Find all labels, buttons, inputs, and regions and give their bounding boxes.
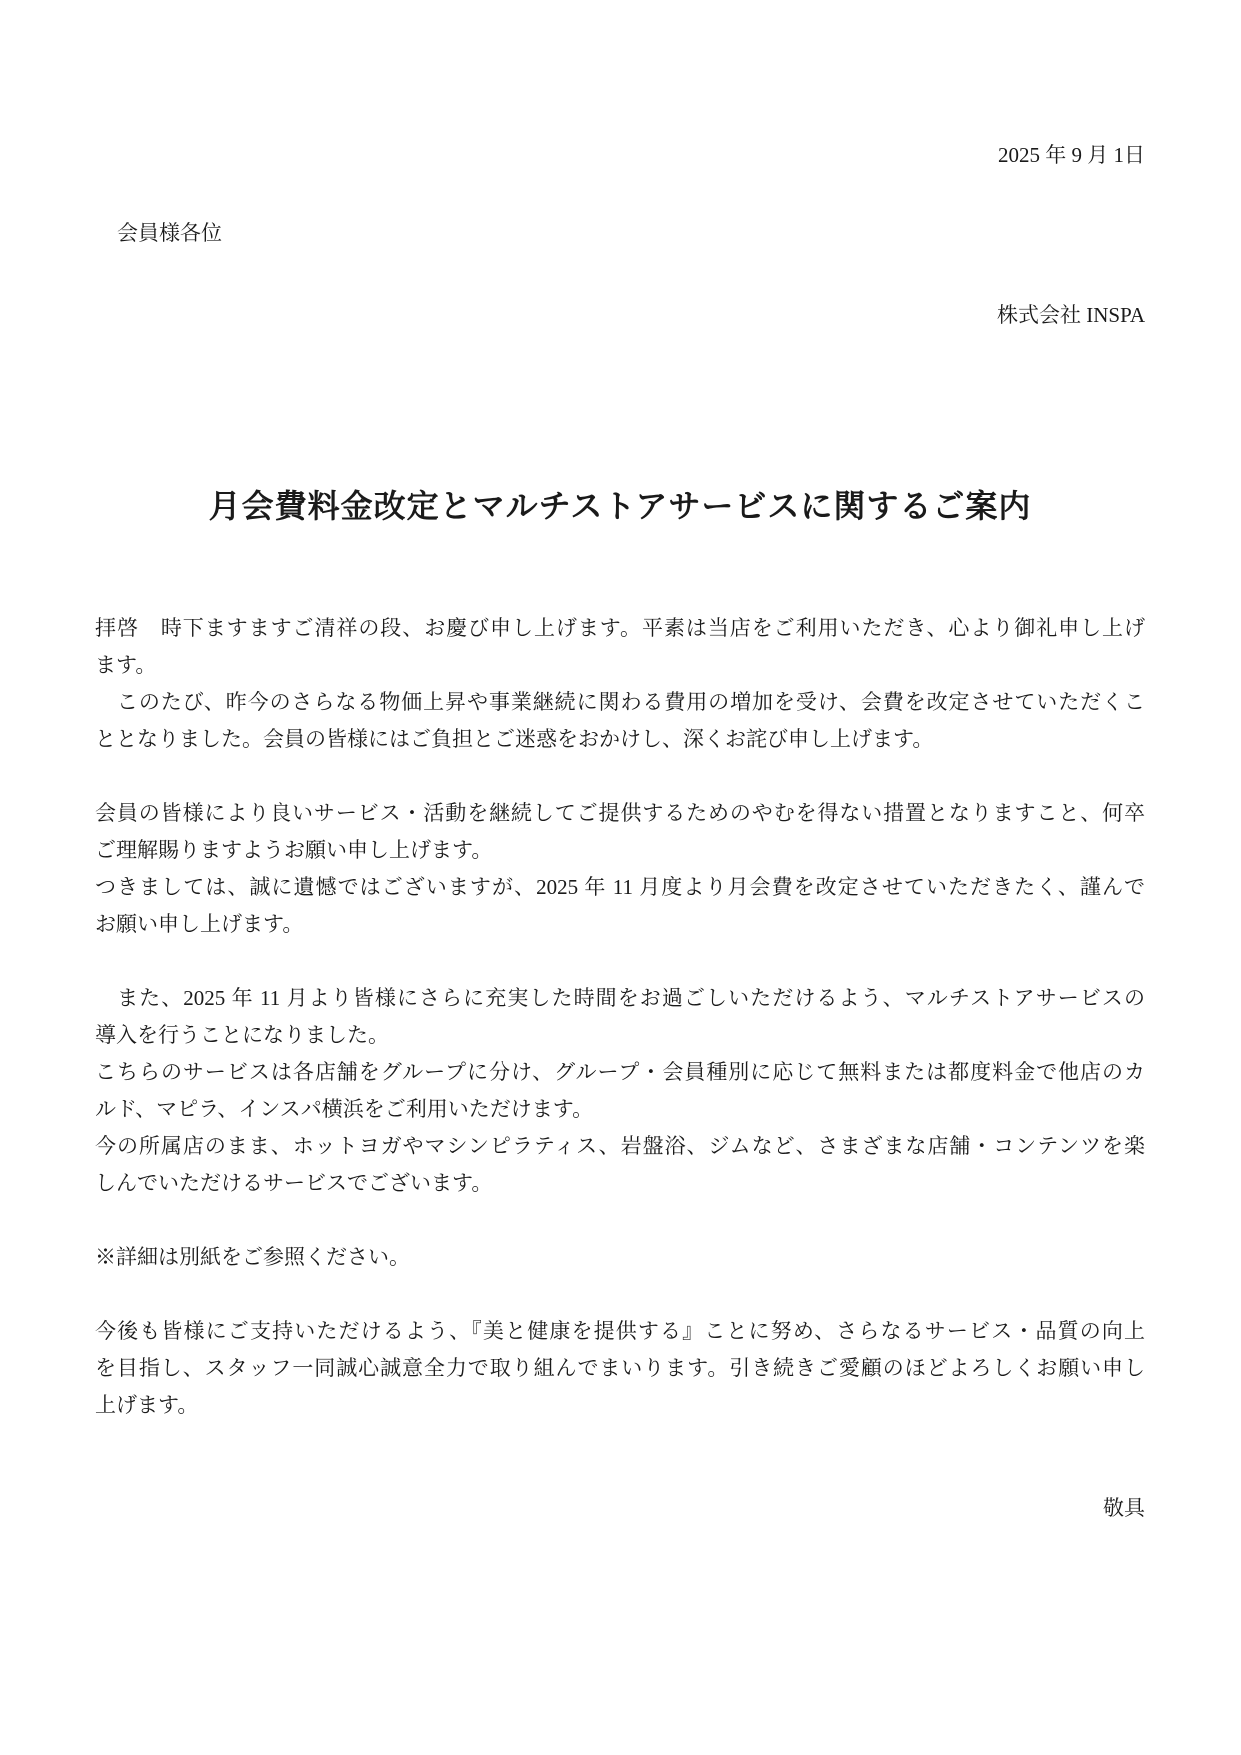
body-line: 上げます。: [95, 1393, 199, 1417]
body-text: [95, 610, 1145, 1424]
body-line: ととなりました。会員の皆様にはご負担とご迷惑をおかけし、深くお詫び申し上げます。: [95, 727, 934, 751]
recipient: 会員様各位: [117, 221, 222, 245]
blank-line: [95, 1276, 1145, 1313]
body-line: 拝啓 時下ますますご清祥の段、お慶び申し上げます。平素は当店をご利用いただき、心より御礼申し上げ: [95, 616, 1145, 640]
body-line: このたび、昨今のさらなる物価上昇や事業継続に関わる費用の増加を受け、会費を改定させていただくこ: [95, 690, 1145, 714]
blank-line: [95, 943, 1145, 980]
closing-keigu: 敬具: [1103, 1496, 1145, 1520]
sender-company: 株式会社 INSPA: [996, 303, 1145, 327]
document-title: 月会費料金改定とマルチストアサービスに関するご案内: [208, 488, 1032, 524]
body-line: ご理解賜りますようお願い申し上げます。: [95, 838, 493, 862]
body-line: また、2025 年 11 月より皆様にさらに充実した時間をお過ごしいただけるよう、マルチストアサービスの: [95, 986, 1145, 1010]
body-line: を目指し、スタッフ一同誠心誠意全力で取り組んでまいります。引き続きご愛顧のほどよろしくお願い申し: [95, 1356, 1145, 1380]
body-line: つきましては、誠に遺憾ではございますが、2025 年 11 月度より月会費を改定させていただきたく、謹んで: [95, 875, 1145, 899]
date: 2025 年 9 月 1日: [998, 143, 1145, 167]
body-line: 今後も皆様にご支持いただけるよう、『美と健康を提供する』ことに努め、さらなるサービス・品質の向上: [95, 1319, 1145, 1343]
blank-line: [95, 1202, 1145, 1239]
body-line: ※詳細は別紙をご参照ください。: [95, 1245, 410, 1269]
body-line: ます。: [95, 653, 157, 677]
body-line: しんでいただけるサービスでございます。: [95, 1171, 493, 1195]
body-line: 今の所属店のまま、ホットヨガやマシンピラティス、岩盤浴、ジムなど、さまざまな店舗・コンテンツを楽: [95, 1134, 1145, 1158]
body-line: 会員の皆様により良いサービス・活動を継続してご提供するためのやむを得ない措置となりますこと、何卒: [95, 801, 1145, 825]
body-line: ルド、マピラ、インスパ横浜をご利用いただけます。: [95, 1097, 594, 1121]
body-line: お願い申し上げます。: [95, 912, 304, 936]
body-line: こちらのサービスは各店舗をグループに分け、グループ・会員種別に応じて無料または都度料金で他店のカ: [95, 1060, 1145, 1084]
body-line: 導入を行うことになりました。: [95, 1023, 389, 1047]
blank-line: [95, 758, 1145, 795]
